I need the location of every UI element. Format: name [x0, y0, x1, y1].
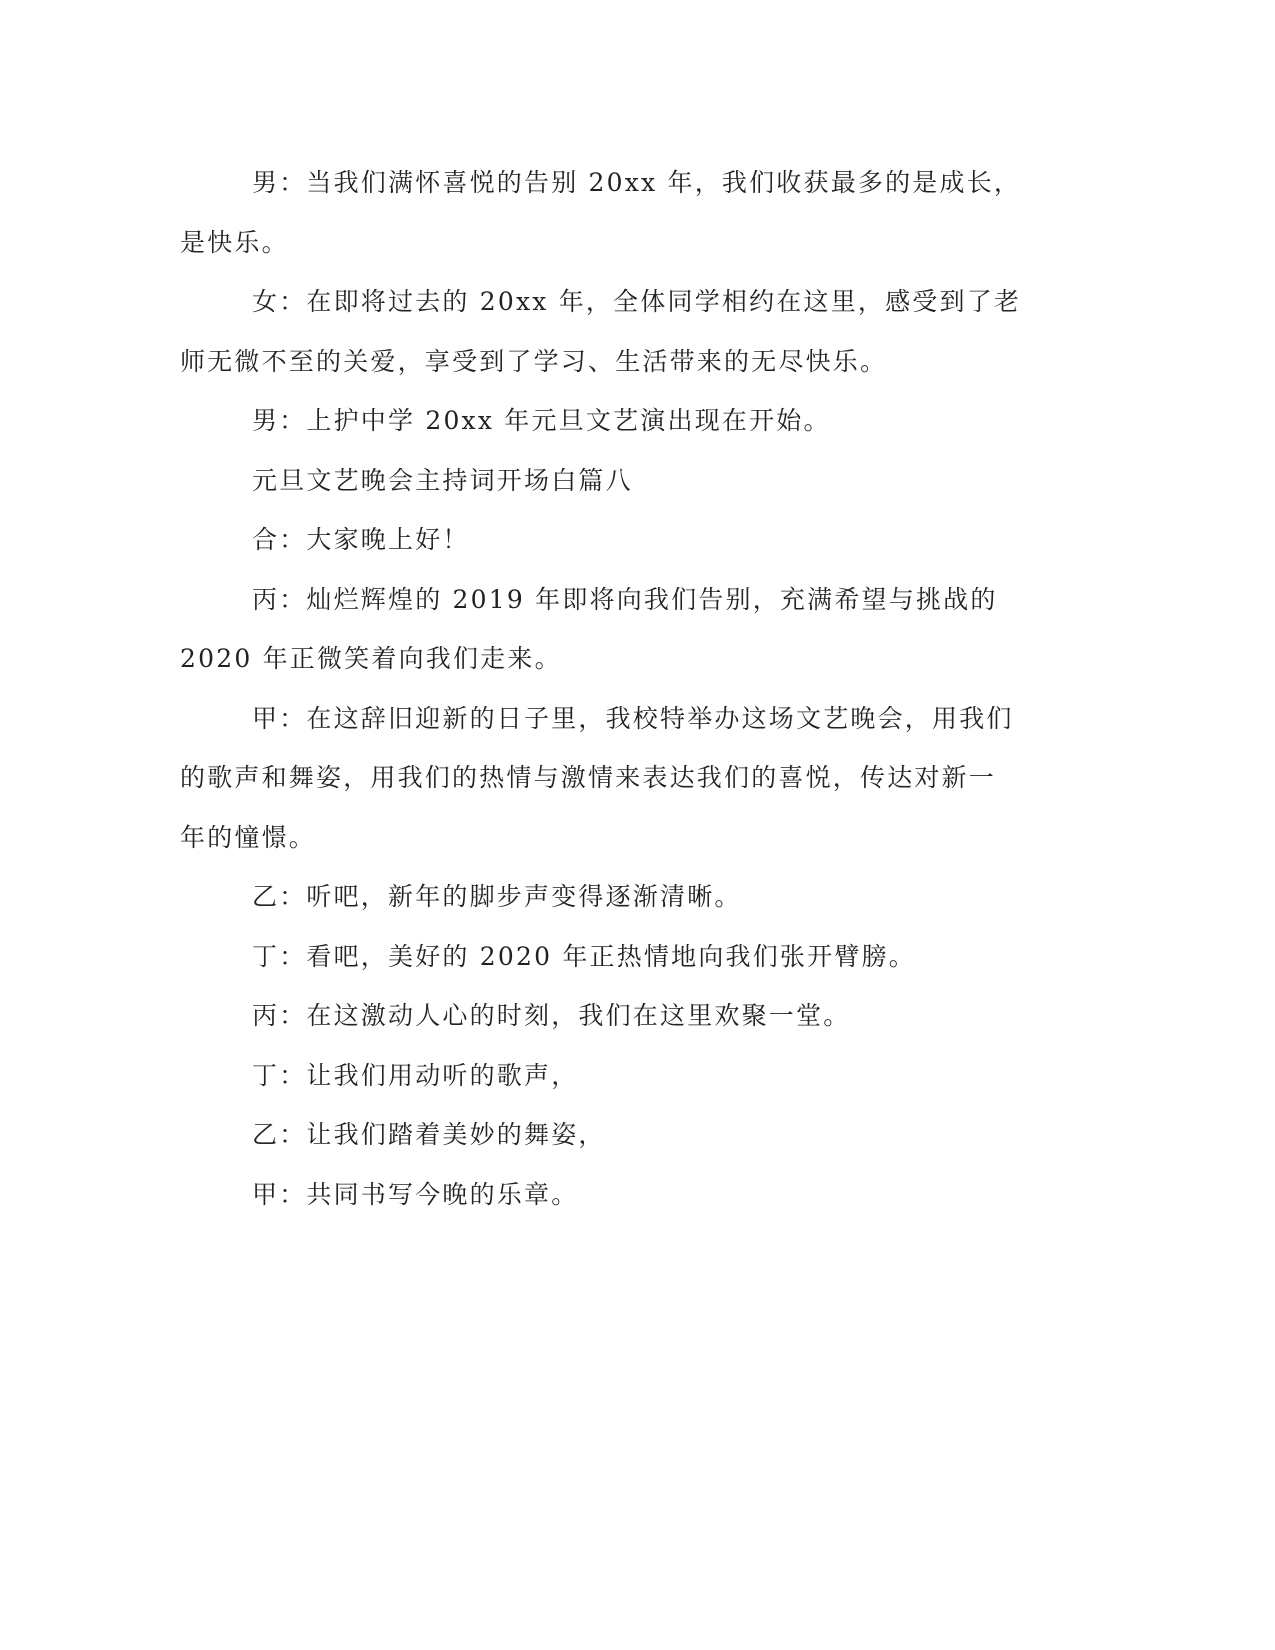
- text-line: 丙：灿烂辉煌的 2019 年即将向我们告别，充满希望与挑战的: [252, 584, 998, 614]
- text-line: 甲：在这辞旧迎新的日子里，我校特举办这场文艺晚会，用我们: [252, 703, 1014, 733]
- text-line: 师无微不至的关爱，享受到了学习、生活带来的无尽快乐。: [180, 346, 888, 376]
- text-line: 年的憧憬。: [180, 822, 317, 852]
- text-line: 2020 年正微笑着向我们走来。: [180, 644, 562, 673]
- section-heading: 元旦文艺晚会主持词开场白篇八: [252, 465, 633, 495]
- text-line: 丁：让我们用动听的歌声，: [252, 1060, 579, 1090]
- text-line: 乙：听吧，新年的脚步声变得逐渐清晰。: [252, 882, 742, 911]
- text-line: 丁：看吧，美好的 2020 年正热情地向我们张开臂膀。: [252, 941, 916, 971]
- text-line: 乙：让我们踏着美妙的舞姿，: [252, 1120, 606, 1149]
- text-line: 丙：在这激动人心的时刻，我们在这里欢聚一堂。: [252, 1001, 851, 1030]
- text-line: 是快乐。: [180, 227, 289, 257]
- text-line: 男：上护中学 20xx 年元旦文艺演出现在开始。: [252, 406, 831, 435]
- text-line: 合：大家晚上好！: [252, 525, 470, 554]
- document-body: [180, 153, 1030, 1224]
- text-line: 男：当我们满怀喜悦的告别 20xx 年，我们收获最多的是成长，: [252, 168, 1022, 197]
- text-line: 的歌声和舞姿，用我们的热情与激情来表达我们的喜悦，传达对新一: [180, 763, 997, 792]
- text-line: 甲：共同书写今晚的乐章。: [252, 1179, 579, 1209]
- text-line: 女：在即将过去的 20xx 年，全体同学相约在这里，感受到了老: [252, 287, 1022, 316]
